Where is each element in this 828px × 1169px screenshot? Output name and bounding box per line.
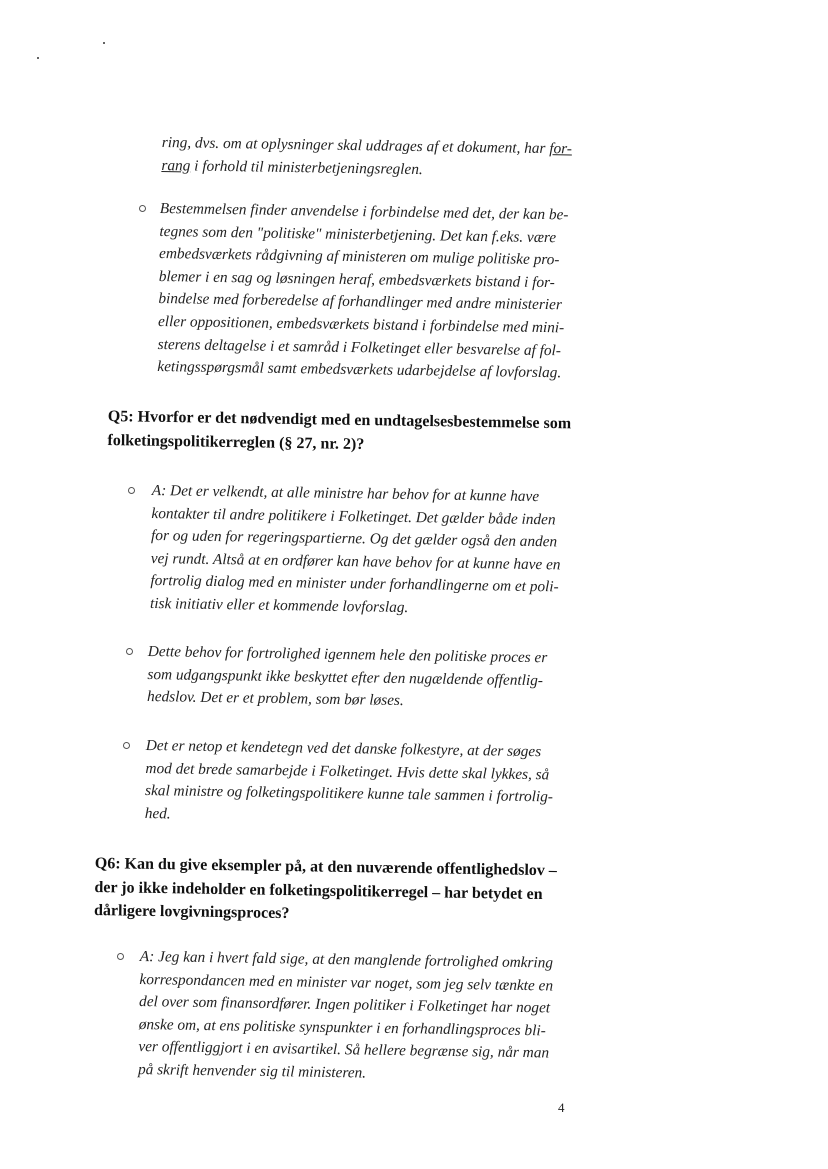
- underlined-word: for-: [549, 140, 573, 158]
- text-line: bindelse med forberedelse af forhandlinger med andre ministerier: [158, 290, 562, 314]
- paragraph-folkestyre: [145, 735, 582, 832]
- text-line: ønske om, at ens politiske synspunkter i en forhandlingsproces bli-: [138, 1015, 546, 1040]
- text-line: på skrift henvender sig til ministeren.: [137, 1060, 367, 1082]
- text-line: sterens deltagelse i et samråd i Folketinget eller besvarelse af fol-: [157, 335, 562, 359]
- heading-line: Q6: Kan du give eksempler på, at den nuværende offentlighedslov –: [94, 854, 558, 880]
- text-line: hed.: [144, 804, 171, 823]
- scan-speck: [103, 42, 105, 44]
- text-line: tegnes som den "politiske" ministerbetjening. Det kan f.eks. være: [159, 222, 557, 246]
- text-line: vej rundt. Altså at en ordfører kan have behov for at kunne have en: [150, 549, 561, 574]
- text-line: A: Det er velkendt, at alle ministre har behov for at kunne have: [151, 481, 540, 506]
- text-line: mod det brede samarbejde i Folketinget. Hvis dette skal lykkes, så: [145, 759, 550, 783]
- heading-line: dårligere lovgivningsproces?: [93, 901, 290, 923]
- question-heading-q6: [94, 852, 585, 930]
- text-line: Det er netop et kendetegn ved det danske folkestyre, at der søges: [145, 736, 542, 761]
- underlined-word: rang: [161, 156, 191, 175]
- bullet-icon: [139, 205, 146, 212]
- answer-paragraph: [138, 946, 576, 1088]
- heading-line: Q5: Hvorfor er det nødvendigt med en undtagelsesbestemmelse som: [107, 407, 572, 433]
- text-line: ver offentliggjort i en avisartikel. Så hellere begrænse sig, når man: [138, 1038, 550, 1062]
- text-line: kontakter til andre politikere i Folketinget. Det gælder både inden: [151, 504, 556, 528]
- answer-paragraph: [150, 480, 588, 622]
- paragraph-politiske-ministerbetjening: [157, 198, 598, 386]
- text-line: tisk initiativ eller et kommende lovforslag.: [149, 594, 409, 617]
- text-line: A: Jeg kan i hvert fald sige, at den manglende fortrolighed omkring: [139, 947, 554, 972]
- text-line: korrespondancen med en minister var noget, som jeg selv tænkte en: [139, 970, 554, 995]
- text-line: Bestemmelsen finder anvendelse i forbindelse med det, der kan be-: [159, 199, 569, 224]
- question-heading-q5: [107, 405, 593, 460]
- text-line: ketingsspørgsmål samt embedsværkets udarbejdelse af lovforslag.: [157, 358, 562, 382]
- text-line: del over som finansordfører. Ingen politiker i Folketinget har noget: [138, 993, 551, 1017]
- bullet-icon: [123, 742, 130, 749]
- continuation-paragraph: [161, 132, 598, 184]
- text-line: ring, dvs. om at oplysninger skal uddrages af et dokument, har for-: [161, 133, 573, 158]
- text-line: blemer i en sag og løsningen heraf, embedsværkets bistand i for-: [158, 267, 555, 291]
- text-line: for og uden for regeringspartierne. Og det gælder også den anden: [150, 527, 558, 551]
- text-line: embedsværkets rådgivning af ministeren om mulige politiske pro-: [158, 245, 560, 269]
- bullet-icon: [126, 648, 133, 655]
- heading-line: der jo ikke indeholder en folketingspolitikerregel – har betydet en: [94, 878, 543, 903]
- scan-speck: [37, 57, 39, 59]
- heading-line: folketingspolitikerreglen (§ 27, nr. 2)?: [107, 431, 365, 453]
- text-line: eller oppositionen, embedsværkets bistand i forbindelse med mini-: [157, 312, 565, 337]
- paragraph-fortrolighed: [147, 641, 584, 716]
- text-line: rang i forhold til ministerbetjeningsreglen.: [161, 156, 423, 178]
- bullet-icon: [117, 953, 124, 960]
- text-line: skal ministre og folketingspolitikere kunne tale sammen i fortrolig-: [144, 782, 554, 806]
- page-number: 4: [558, 1100, 565, 1115]
- text-line: fortrolig dialog med en minister under forhandlingerne om et poli-: [150, 572, 559, 596]
- text-line: som udgangspunkt ikke beskyttet efter den nugældende offentlig-: [147, 665, 544, 689]
- bullet-icon: [128, 487, 135, 494]
- text-line: Dette behov for fortrolighed igennem hele den politiske proces er: [147, 642, 548, 667]
- text-line: hedslov. Det er et problem, som bør løses.: [146, 688, 404, 710]
